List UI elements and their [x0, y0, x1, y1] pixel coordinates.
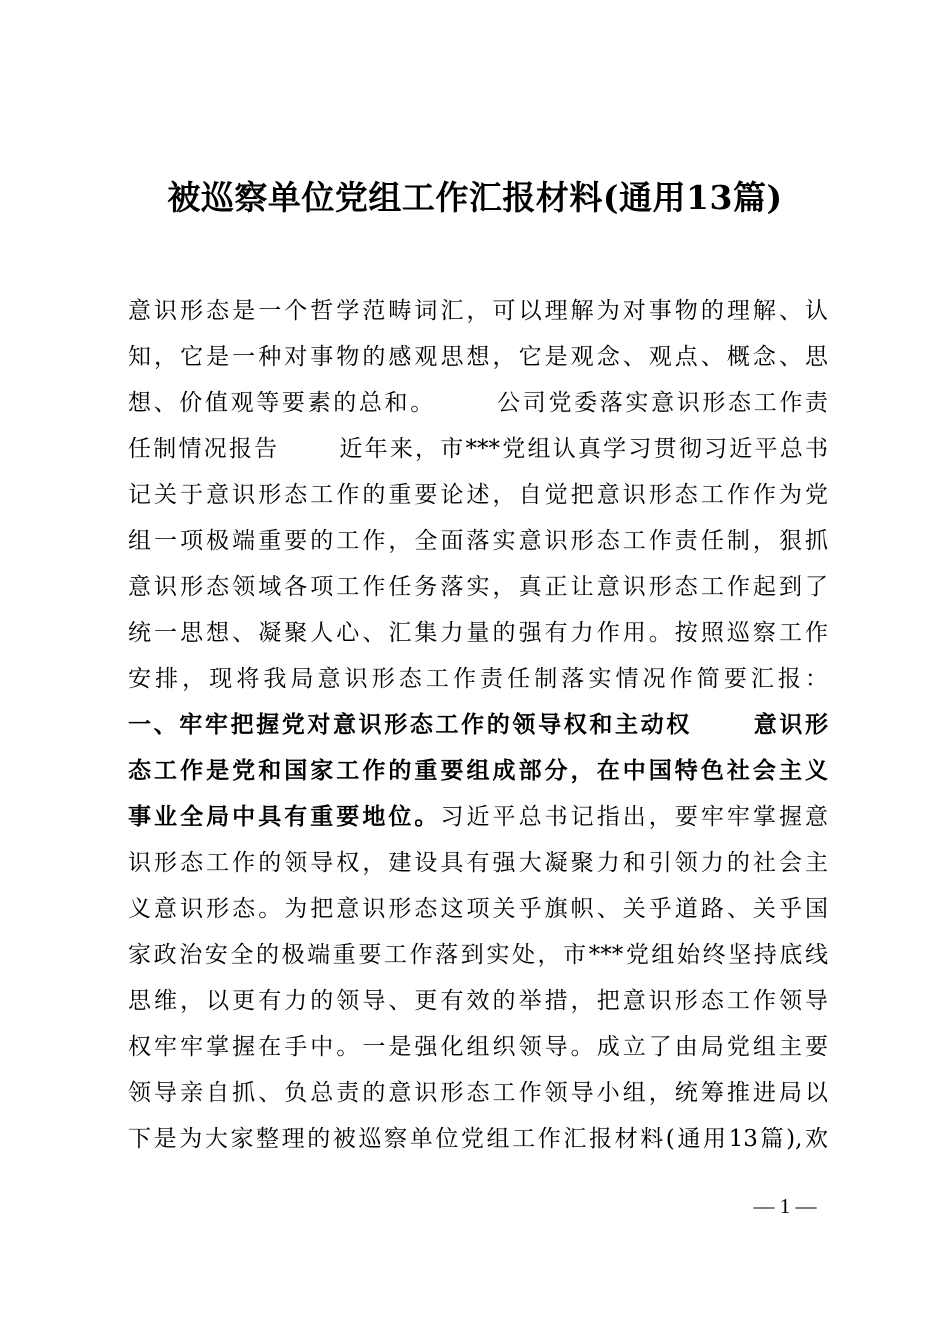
body-line-16: 领导亲自抓、负总责的意识形态工作领导小组，统筹推进局以	[128, 1080, 828, 1106]
section-heading-line-2: 态工作是党和国家工作的重要组成部分，在中国特色社会主义	[128, 758, 828, 784]
body-line-7: 意识形态领域各项工作任务落实，真正让意识形态工作起到了	[128, 574, 828, 600]
body-line-11: 识形态工作的领导权，建设具有强大凝聚力和引领力的社会主	[128, 850, 828, 876]
body-line-1: 意识形态是一个哲学范畴词汇，可以理解为对事物的理解、认	[128, 298, 828, 324]
section-heading-line-3: 事业全局中具有重要地位。	[128, 804, 441, 830]
page-number: — 1 —	[753, 1194, 817, 1218]
body-line-14: 思维，以更有力的领导、更有效的举措，把意识形态工作领导	[128, 988, 828, 1014]
section-heading-line-1: 一、牢牢把握党对意识形态工作的领导权和主动权 意识形	[128, 712, 828, 738]
document-title: 被巡察单位党组工作汇报材料(通用13篇)	[167, 178, 783, 217]
body-line-15: 权牢牢掌握在手中。一是强化组织领导。成立了由局党组主要	[128, 1034, 828, 1060]
body-line-3: 想、价值观等要素的总和。 公司党委落实意识形态工作责	[128, 390, 828, 416]
body-line-9: 安排，现将我局意识形态工作责任制落实情况作简要汇报：	[128, 666, 828, 692]
body-line-6: 组一项极端重要的工作，全面落实意识形态工作责任制，狠抓	[128, 528, 828, 554]
body-line-5: 记关于意识形态工作的重要论述，自觉把意识形态工作作为党	[128, 482, 828, 508]
body-line-12: 义意识形态。为把意识形态这项关乎旗帜、关乎道路、关乎国	[128, 896, 828, 922]
body-line-17: 下是为大家整理的被巡察单位党组工作汇报材料(通用13篇),欢	[128, 1126, 828, 1152]
body-line-2: 知，它是一种对事物的感观思想，它是观念、观点、概念、思	[128, 344, 828, 370]
body-line-4: 任制情况报告 近年来，市***党组认真学习贯彻习近平总书	[128, 436, 828, 462]
mixed-line	[128, 794, 828, 840]
body-line-8: 统一思想、凝聚人心、汇集力量的强有力作用。按照巡察工作	[128, 620, 828, 646]
body-line-10: 习近平总书记指出，要牢牢掌握意	[440, 804, 828, 830]
body-line-13: 家政治安全的极端重要工作落到实处，市***党组始终坚持底线	[128, 942, 828, 968]
